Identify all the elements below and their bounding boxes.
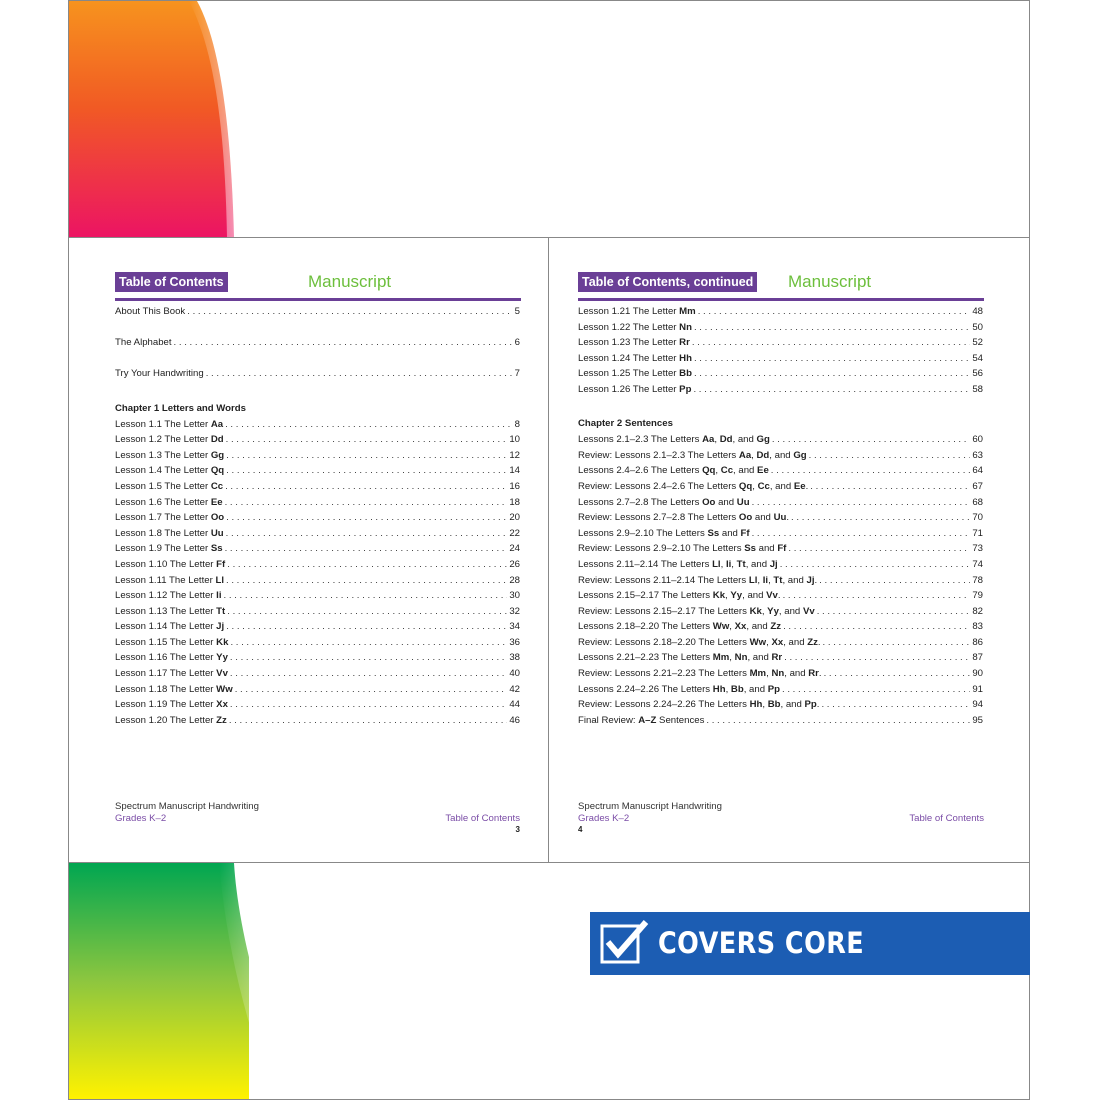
letter-pair: Mm	[679, 306, 696, 317]
entry-text: .	[817, 636, 821, 648]
letter-pair: Qq	[210, 465, 225, 477]
entry-text: Lessons 2.1–2.3 The Letters	[578, 434, 703, 446]
entry-text: ,	[725, 590, 731, 602]
entry-text: Review: Lessons 2.11–2.14 The Letters	[578, 574, 749, 586]
entry-text: Lesson 1.6 The Letter	[115, 496, 211, 508]
letter-pair: Jj	[806, 574, 815, 586]
toc-entry-page: 16	[509, 480, 520, 492]
entry-text: Review: Lessons 2.1–2.3 The Letters	[578, 449, 739, 461]
letter-pair: Dd	[719, 434, 733, 446]
header-subtitle: Manuscript	[308, 272, 392, 291]
entry-text: Lesson 1.9 The Letter	[115, 543, 211, 555]
toc-entry-page: 71	[972, 527, 983, 539]
entry-text: ,	[757, 574, 763, 586]
entry-text: , and	[742, 590, 767, 602]
toc-entry-page: 90	[972, 668, 983, 680]
entry-text: ,	[731, 558, 737, 570]
entry-text: ,	[715, 465, 721, 477]
entry-text: , and	[782, 574, 807, 586]
letter-pair: Xx	[771, 636, 784, 648]
letter-pair: Xx	[216, 699, 228, 711]
letter-pair: Kk	[712, 590, 726, 602]
entry-text: ,	[766, 668, 772, 680]
letter-pair: Nn	[679, 321, 692, 333]
entry-text: and	[752, 512, 774, 524]
letter-pair: Ww	[749, 636, 767, 648]
page-number: 3	[515, 825, 520, 834]
toc-entry-page: 73	[972, 543, 983, 555]
toc-entry-page: 83	[972, 621, 983, 633]
toc-entry-page: 6	[514, 337, 520, 349]
entry-text: Lesson 1.16 The Letter	[115, 652, 217, 664]
toc-entry-page: 40	[509, 668, 520, 680]
entry-text: Lesson 1.4 The Letter	[115, 465, 211, 477]
letter-pair: Gg	[210, 449, 225, 461]
letter-pair: Vv	[216, 668, 228, 680]
entry-text: ,	[725, 683, 731, 695]
letter-pair: Ii	[725, 558, 732, 570]
letter-pair: Ll	[712, 558, 721, 570]
entry-text: .	[816, 699, 820, 711]
entry-text: Review: Lessons 2.7–2.8 The Letters	[578, 512, 739, 524]
footer-book-title: Spectrum Manuscript Handwriting	[115, 801, 259, 812]
toc-entry-page: 12	[509, 449, 520, 461]
toc-entry-page: 78	[972, 574, 983, 586]
entry-text: Lesson 1.22 The Letter	[578, 321, 680, 333]
letter-pair: Zz	[770, 621, 782, 633]
toc-entry-page: 44	[509, 699, 520, 711]
entry-text: Lesson 1.13 The Letter	[115, 605, 217, 617]
letter-pair: Bb	[730, 683, 744, 695]
toc-entry-page: 5	[514, 306, 520, 317]
entry-text: Try Your Handwriting	[115, 368, 204, 380]
toc-entry-page: 34	[509, 621, 520, 633]
footer-grades: Grades K–2	[578, 813, 630, 824]
toc-entry-page: 36	[509, 636, 520, 648]
letter-pair: Ss	[707, 527, 720, 539]
entry-text: , and	[769, 449, 794, 461]
toc-entry-page: 10	[509, 434, 520, 446]
letter-pair: Yy	[767, 605, 779, 617]
chapter-heading: Chapter 2 Sentences	[578, 418, 673, 430]
letter-pair: Ww	[216, 683, 233, 695]
letter-pair: Hh	[749, 699, 763, 711]
toc-entry-page: 50	[972, 321, 983, 333]
entry-text: Lesson 1.2 The Letter	[115, 434, 211, 446]
toc-entry-page: 42	[509, 683, 520, 695]
toc-entry-page: 91	[972, 683, 983, 695]
entry-text: About This Book	[115, 306, 186, 317]
letter-pair: Uu	[773, 512, 787, 524]
toc-entry-page: 26	[509, 558, 520, 570]
entry-text: Lesson 1.20 The Letter	[115, 714, 217, 726]
entry-text: ,	[761, 605, 768, 617]
letter-pair: Rr	[679, 337, 690, 349]
entry-text: ,	[729, 621, 735, 633]
entry-text: Lesson 1.15 The Letter	[115, 636, 217, 648]
footer-book-title: Spectrum Manuscript Handwriting	[578, 801, 722, 812]
letter-pair: Nn	[734, 652, 748, 664]
letter-pair: Cc	[757, 480, 770, 492]
letter-pair: Ll	[215, 574, 224, 586]
letter-pair: Ii	[762, 574, 769, 586]
entry-text: Lesson 1.25 The Letter	[578, 368, 680, 380]
letter-pair: A–Z	[638, 714, 657, 726]
covers-core-concepts-banner	[590, 912, 1030, 1023]
entry-text: ,	[766, 636, 772, 648]
toc-entry-page: 30	[509, 590, 520, 602]
letter-pair: Vv	[766, 590, 778, 602]
letter-pair: Xx	[734, 621, 747, 633]
letter-pair: Yy	[216, 652, 228, 664]
header-badge: Table of Contents, continued	[578, 272, 757, 292]
letter-pair: Hh	[679, 352, 692, 364]
entry-text: .	[818, 668, 822, 680]
entry-text: .	[777, 590, 781, 602]
entry-text: ,	[720, 558, 726, 570]
letter-pair: Ee	[793, 480, 806, 492]
entry-text: Final Review:	[578, 714, 639, 726]
entry-text: Lesson 1.3 The Letter	[115, 449, 211, 461]
letter-pair: Pp	[804, 699, 817, 711]
letter-pair: Aa	[738, 449, 752, 461]
letter-pair: Ww	[712, 621, 730, 633]
entry-text: , and	[783, 636, 808, 648]
entry-text: Lessons 2.11–2.14 The Letters	[578, 558, 713, 570]
entry-text: Review: Lessons 2.15–2.17 The Letters	[578, 605, 750, 617]
entry-text: , and	[745, 558, 770, 570]
letter-pair: Oo	[210, 512, 225, 524]
toc-entry-page: 32	[509, 605, 520, 617]
chapter-heading: Chapter 1 Letters and Words	[115, 402, 246, 414]
entry-text: ,	[752, 480, 758, 492]
toc-entry-page: 60	[972, 434, 983, 446]
entry-text: , and	[769, 480, 794, 492]
entry-text: Lesson 1.18 The Letter	[115, 683, 217, 695]
entry-text: Review: Lessons 2.9–2.10 The Letters	[578, 543, 745, 555]
entry-text: Lesson 1.14 The Letter	[115, 621, 217, 633]
entry-text: , and	[746, 621, 771, 633]
letter-pair: Tt	[773, 574, 783, 586]
letter-pair: Aa	[210, 418, 224, 430]
letter-pair: Nn	[771, 668, 785, 680]
entry-text: Lesson 1.23 The Letter	[578, 337, 680, 349]
entry-text: Lessons 2.9–2.10 The Letters	[578, 527, 708, 539]
entry-text: Lessons 2.7–2.8 The Letters	[578, 496, 703, 508]
entry-text: Lesson 1.5 The Letter	[115, 480, 211, 492]
entry-text: Lessons 2.15–2.17 The Letters	[578, 590, 713, 602]
banner-text: COVERS CORE CONCEPTS	[658, 926, 865, 1023]
entry-text: Lesson 1.1 The Letter	[115, 418, 211, 430]
letter-pair: Ff	[216, 558, 226, 570]
entry-text: and	[755, 543, 778, 555]
checkbox-check-icon	[600, 920, 650, 966]
letter-pair: Qq	[738, 480, 753, 492]
letter-pair: Uu	[736, 496, 750, 508]
letter-pair: Dd	[756, 449, 770, 461]
entry-text: Lesson 1.10 The Letter	[115, 558, 217, 570]
toc-entry-page: 38	[509, 652, 520, 664]
toc-entry-page: 48	[972, 306, 983, 317]
entry-text: and	[715, 496, 737, 508]
entry-text: , and	[733, 465, 758, 477]
letter-pair: Ss	[210, 543, 223, 555]
letter-pair: Uu	[210, 527, 224, 539]
letter-pair: Ee	[210, 496, 223, 508]
toc-entry-page: 87	[972, 652, 983, 664]
entry-text: , and	[784, 668, 809, 680]
header-subtitle: Manuscript	[788, 272, 872, 291]
letter-pair: Jj	[769, 558, 778, 570]
letter-pair: Tt	[216, 605, 226, 617]
footer-section: Table of Contents	[909, 813, 984, 824]
toc-entry-page: 95	[972, 714, 983, 726]
letter-pair: Mm	[712, 652, 730, 664]
letter-pair: Rr	[808, 668, 819, 680]
letter-pair: Ss	[744, 543, 756, 555]
toc-entry-page: 58	[972, 383, 983, 395]
letter-pair: Pp	[679, 383, 692, 395]
letter-pair: Zz	[216, 714, 227, 726]
entry-text: Lessons 2.4–2.6 The Letters	[578, 465, 703, 477]
footer-grades: Grades K–2	[115, 813, 167, 824]
entry-text: Lessons 2.24–2.26 The Letters	[578, 683, 713, 695]
letter-pair: Bb	[767, 699, 781, 711]
footer-section: Table of Contents	[445, 813, 520, 824]
toc-entry-page: 79	[972, 590, 983, 602]
entry-text: Lessons 2.18–2.20 The Letters	[578, 621, 713, 633]
toc-entry-page: 74	[972, 558, 983, 570]
toc-entry-page: 22	[509, 527, 520, 539]
entry-text: Review: Lessons 2.4–2.6 The Letters	[578, 480, 739, 492]
entry-text: , and	[743, 683, 768, 695]
letter-pair: Oo	[738, 512, 753, 524]
entry-text: Lesson 1.21 The Letter	[578, 306, 680, 317]
toc-entry-page: 18	[509, 496, 520, 508]
entry-text: , and	[778, 605, 803, 617]
entry-text: Lessons 2.21–2.23 The Letters	[578, 652, 713, 664]
letter-pair: Gg	[756, 434, 770, 446]
letter-pair: Bb	[679, 368, 692, 380]
letter-pair: Kk	[749, 605, 762, 617]
toc-entry-page: 7	[514, 368, 520, 380]
entry-text: Lesson 1.24 The Letter	[578, 352, 680, 364]
entry-text: ,	[768, 574, 774, 586]
entry-text: , and	[747, 652, 772, 664]
letter-pair: Ff	[777, 543, 787, 555]
letter-pair: Oo	[702, 496, 716, 508]
entry-text: .	[805, 480, 809, 492]
letter-pair: Hh	[712, 683, 726, 695]
letter-pair: Tt	[736, 558, 746, 570]
letter-pair: Mm	[749, 668, 767, 680]
entry-text: The Alphabet	[115, 337, 172, 349]
entry-text: Review: Lessons 2.24–2.26 The Letters	[578, 699, 750, 711]
toc-entry-page: 46	[509, 714, 520, 726]
entry-text: Review: Lessons 2.21–2.23 The Letters	[578, 668, 750, 680]
letter-pair: Ff	[740, 527, 750, 539]
entry-text: Lesson 1.12 The Letter	[115, 590, 217, 602]
toc-entry-page: 82	[972, 605, 983, 617]
letter-pair: Pp	[767, 683, 780, 695]
letter-pair: Cc	[720, 465, 734, 477]
letter-pair: Rr	[771, 652, 783, 664]
entry-text: Sentences	[656, 714, 705, 726]
toc-entry-page: 28	[509, 574, 520, 586]
toc-entry-page: 68	[972, 496, 983, 508]
toc-entry-page: 14	[509, 465, 520, 477]
entry-text: ,	[714, 434, 720, 446]
toc-entry-page: 67	[972, 480, 983, 492]
toc-entry-page: 56	[972, 368, 983, 380]
toc-entry-page: 70	[972, 512, 983, 524]
entry-text: Lesson 1.26 The Letter	[578, 383, 680, 395]
toc-entry-page: 64	[972, 465, 983, 477]
letter-pair: Gg	[793, 449, 807, 461]
letter-pair: Vv	[802, 605, 815, 617]
entry-text: Review: Lessons 2.18–2.20 The Letters	[578, 636, 750, 648]
toc-entry-page: 8	[514, 418, 520, 430]
entry-text: Lesson 1.8 The Letter	[115, 527, 211, 539]
letter-pair: Ll	[748, 574, 758, 586]
toc-entry-page: 63	[972, 449, 983, 461]
toc-entry-page: 20	[509, 512, 520, 524]
entry-text: Lesson 1.11 The Letter	[115, 574, 216, 586]
entry-text: .	[814, 574, 818, 586]
letter-pair: Aa	[702, 434, 715, 446]
toc-entry-page: 54	[972, 352, 983, 364]
toc-entry-page: 52	[972, 337, 983, 349]
toc-entry-page: 86	[972, 636, 983, 648]
entry-text: Lesson 1.7 The Letter	[115, 512, 211, 524]
letter-pair: Qq	[702, 465, 716, 477]
entry-text: , and	[780, 699, 805, 711]
letter-pair: Dd	[210, 434, 224, 446]
entry-text: and	[719, 527, 741, 539]
toc-entry-page: 94	[972, 699, 983, 711]
letter-pair: Jj	[216, 621, 225, 633]
entry-text: Lesson 1.19 The Letter	[115, 699, 217, 711]
letter-pair: Cc	[210, 480, 224, 492]
letter-pair: Zz	[807, 636, 818, 648]
letter-pair: Yy	[730, 590, 743, 602]
entry-text: .	[786, 512, 790, 524]
entry-text: ,	[751, 449, 757, 461]
entry-text: ,	[762, 699, 768, 711]
toc-entry-page: 24	[509, 543, 520, 555]
entry-text: , and	[732, 434, 757, 446]
entry-text: ,	[729, 652, 735, 664]
letter-pair: Ee	[757, 465, 769, 477]
letter-pair: Ii	[216, 590, 222, 602]
entry-text: Lesson 1.17 The Letter	[115, 668, 217, 680]
letter-pair: Kk	[216, 636, 229, 648]
header-badge: Table of Contents	[115, 272, 228, 292]
page-number: 4	[578, 825, 583, 834]
